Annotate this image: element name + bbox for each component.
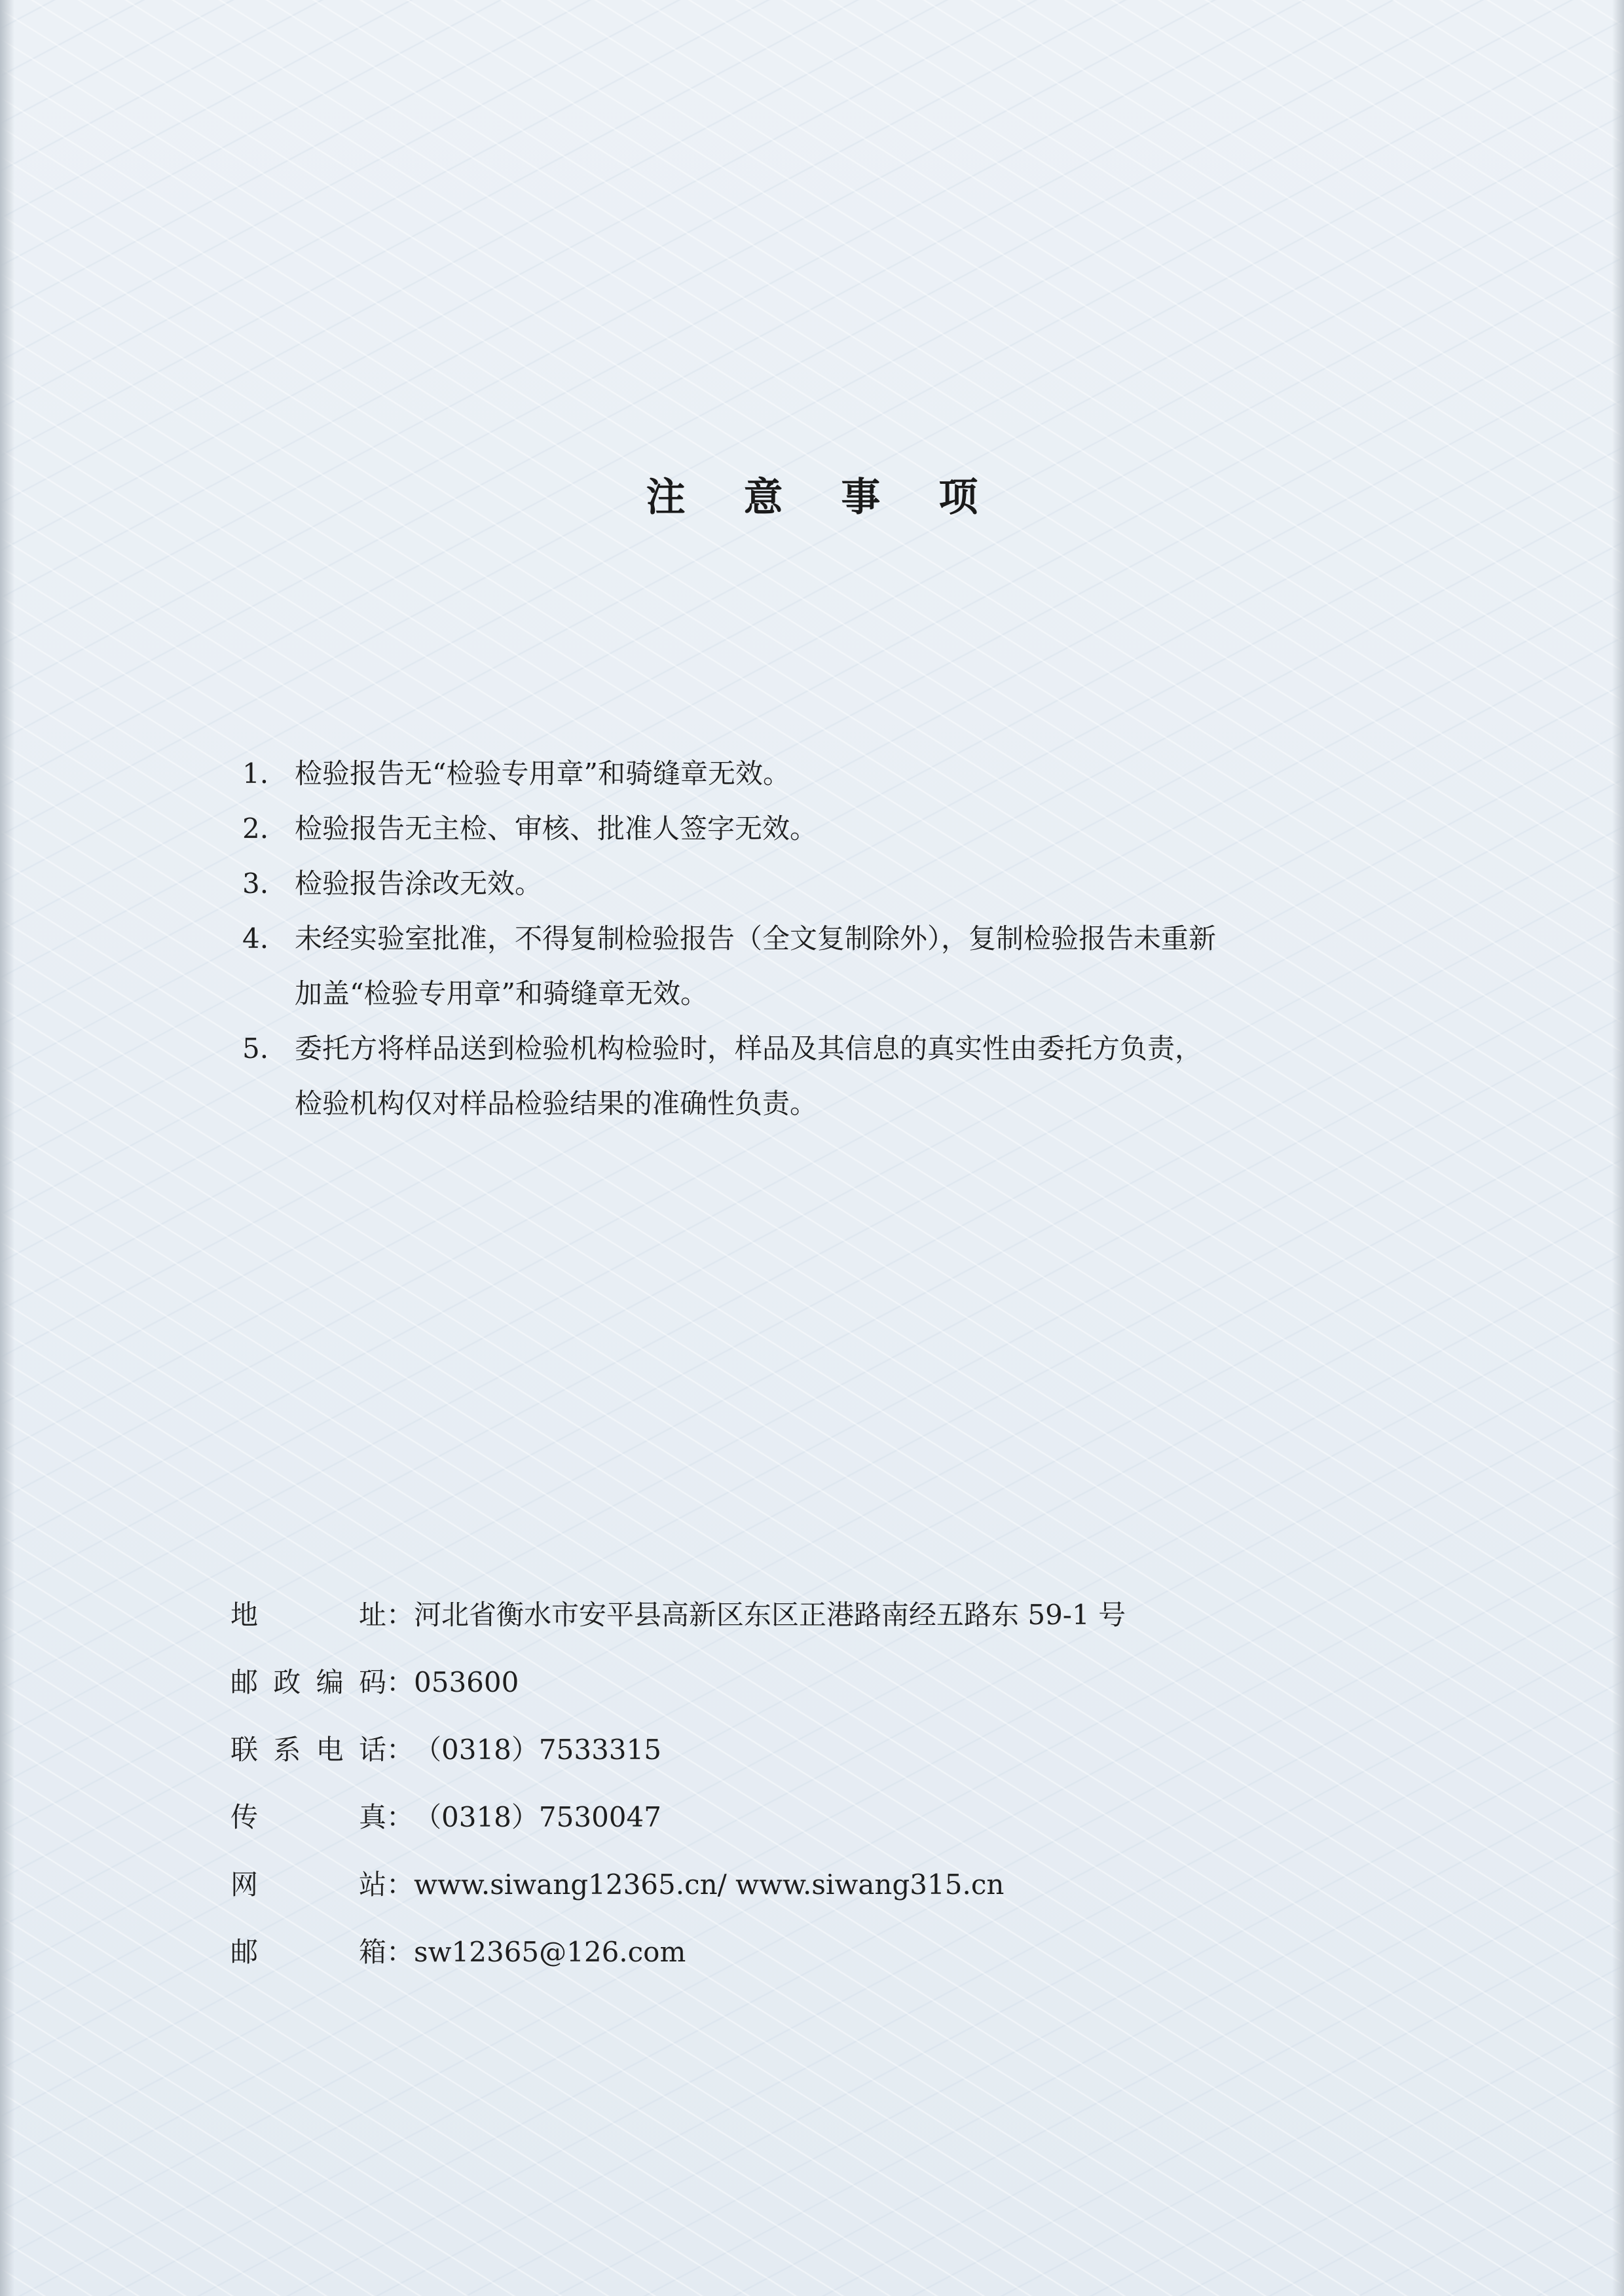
note-number: 4.: [242, 922, 269, 955]
contact-label: 传真: [231, 1801, 386, 1833]
note-item-5: [242, 1021, 1395, 1131]
contact-label: 邮政编码: [231, 1666, 386, 1698]
note-number: 2.: [242, 812, 269, 845]
note-line: 检验报告涂改无效。: [295, 867, 543, 900]
note-number: 1.: [242, 757, 269, 790]
contact-address-value: 河北省衡水市安平县高新区东区正港路南经五路东 59-1 号: [414, 1599, 1126, 1631]
contact-address-row: [231, 1581, 1409, 1649]
note-line: 未经实验室批准，不得复制检验报告（全文复制除外），复制检验报告未重新: [295, 922, 1217, 955]
contact-email-value: sw12365@126.com: [414, 1936, 686, 1968]
contact-fax-value: （0318）7530047: [414, 1801, 661, 1833]
contact-postcode-row: [231, 1649, 1409, 1716]
note-line: 检验报告无“检验专用章”和骑缝章无效。: [295, 757, 790, 790]
contact-fax-row: [231, 1783, 1409, 1851]
contact-label: 邮箱: [231, 1936, 386, 1968]
note-item-3: [242, 856, 1395, 911]
note-line: 检验报告无主检、审核、批准人签字无效。: [295, 812, 818, 845]
note-number: 3.: [242, 867, 269, 900]
contact-separator: ：: [386, 1734, 415, 1766]
contact-separator: ：: [386, 1666, 415, 1698]
contact-label: 地址: [231, 1599, 386, 1631]
note-item-1: [242, 746, 1395, 801]
contact-label: 网站: [231, 1868, 386, 1901]
contact-phone-row: [231, 1716, 1409, 1783]
notes-list: [242, 746, 1395, 1131]
contact-website-row: [231, 1851, 1409, 1918]
page-title: 注 意 事 项: [646, 475, 1001, 520]
contact-separator: ：: [386, 1868, 415, 1901]
contact-phone-value: （0318）7533315: [414, 1734, 661, 1766]
note-item-2: [242, 801, 1395, 856]
contact-website-value: www.siwang12365.cn/ www.siwang315.cn: [414, 1868, 1005, 1901]
contact-separator: ：: [386, 1801, 415, 1833]
note-item-4: [242, 911, 1395, 1021]
contact-separator: ：: [386, 1599, 415, 1631]
contact-separator: ：: [386, 1936, 415, 1968]
contact-postcode-value: 053600: [414, 1666, 519, 1698]
contact-label: 联系电话: [231, 1734, 386, 1766]
note-line: 检验机构仅对样品检验结果的准确性负责。: [295, 1087, 818, 1120]
note-line: 委托方将样品送到检验机构检验时，样品及其信息的真实性由委托方负责，: [295, 1032, 1203, 1065]
note-line: 加盖“检验专用章”和骑缝章无效。: [295, 977, 708, 1010]
note-number: 5.: [242, 1032, 269, 1065]
contact-email-row: [231, 1918, 1409, 1986]
contact-block: [231, 1581, 1409, 1986]
